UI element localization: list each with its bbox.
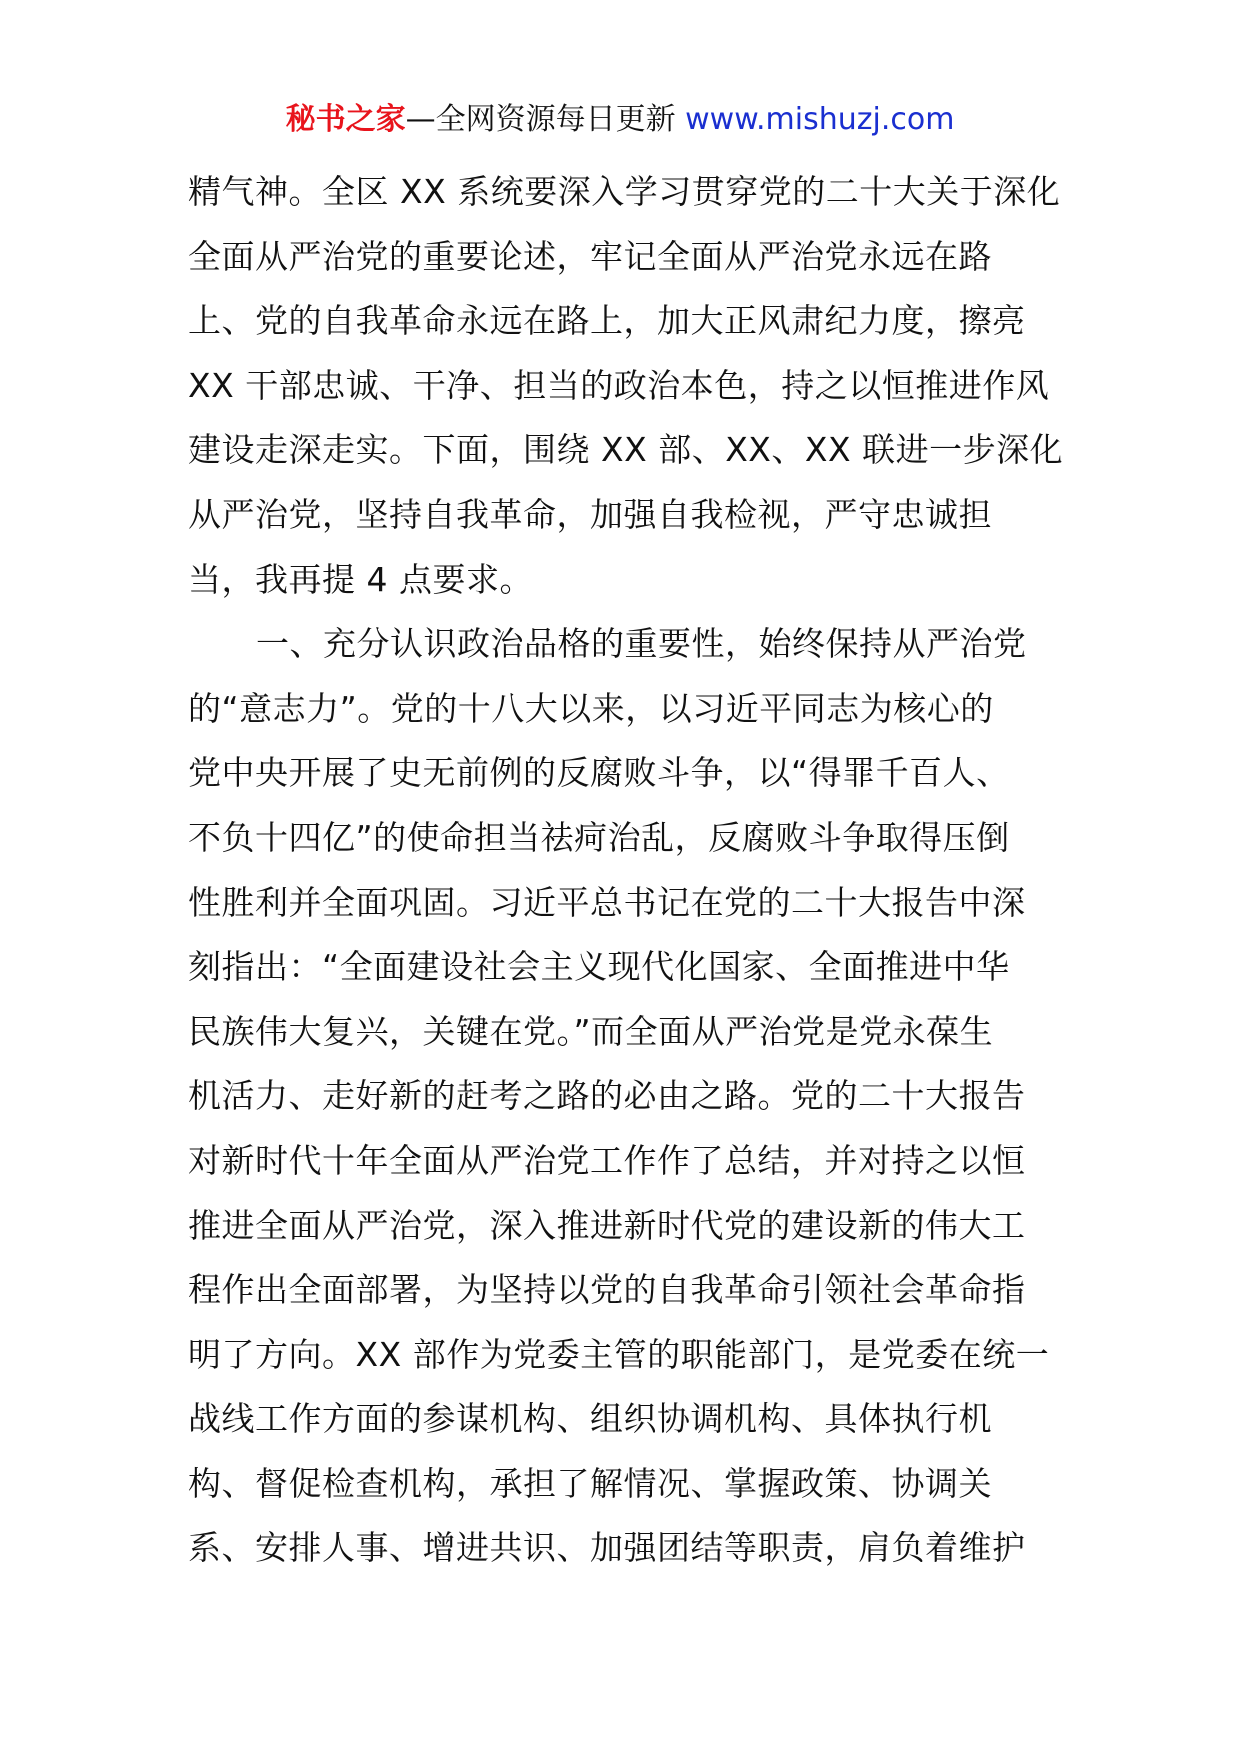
document-body bbox=[188, 160, 1068, 1581]
text-line: 上、党的自我革命永远在路上，加大正风肃纪力度，擦亮 bbox=[188, 301, 1026, 341]
text-line: 程作出全面部署，为坚持以党的自我革命引领社会革命指 bbox=[188, 1270, 1026, 1310]
text-line: 精气神。全区 XX 系统要深入学习贯穿党的二十大关于深化 bbox=[188, 172, 1061, 211]
text-line: 对新时代十年全面从严治党工作作了总结，并对持之以恒 bbox=[188, 1140, 1026, 1180]
text-line: XX 干部忠诚、干净、担当的政治本色，持之以恒推进作风 bbox=[188, 365, 1050, 405]
text-line: 明了方向。XX 部作为党委主管的职能部门，是党委在统一 bbox=[188, 1334, 1050, 1374]
text-line: 党中央开展了史无前例的反腐败斗争，以“得罪千百人、 bbox=[188, 753, 1010, 793]
text-line: 机活力、走好新的赶考之路的必由之路。党的二十大报告 bbox=[188, 1076, 1026, 1116]
text-line: 当，我再提 4 点要求。 bbox=[188, 559, 533, 599]
text-line: 系、安排人事、增进共识、加强团结等职责，肩负着维护 bbox=[188, 1528, 1026, 1568]
page-header bbox=[0, 98, 1240, 142]
section-heading-line: 一、充分认识政治品格的重要性，始终保持从严治党 bbox=[256, 624, 1027, 664]
text-line: 全面从严治党的重要论述，牢记全面从严治党永远在路 bbox=[188, 236, 992, 276]
text-line: 战线工作方面的参谋机构、组织协调机构、具体执行机 bbox=[188, 1399, 992, 1439]
text-line: 推进全面从严治党，深入推进新时代党的建设新的伟大工 bbox=[188, 1205, 1026, 1245]
text-line: 刻指出：“全面建设社会主义现代化国家、全面推进中华 bbox=[188, 947, 1010, 987]
text-line: 民族伟大复兴，关键在党。”而全面从严治党是党永葆生 bbox=[188, 1011, 994, 1051]
header-tagline: —全网资源每日更新 bbox=[405, 102, 676, 137]
text-line: 构、督促检查机构，承担了解情况、掌握政策、协调关 bbox=[188, 1463, 992, 1503]
text-line: 性胜利并全面巩固。习近平总书记在党的二十大报告中深 bbox=[188, 882, 1026, 922]
website-link[interactable]: www.mishuzj.com bbox=[685, 102, 955, 137]
text-line: 的“意志力”。党的十八大以来，以习近平同志为核心的 bbox=[188, 688, 994, 728]
brand-name: 秘书之家 bbox=[285, 102, 406, 137]
text-line: 不负十四亿”的使命担当祛疴治乱，反腐败斗争取得压倒 bbox=[188, 817, 1010, 857]
text-line: 从严治党，坚持自我革命，加强自我检视，严守忠诚担 bbox=[188, 494, 992, 534]
text-line: 建设走深走实。下面，围绕 XX 部、XX、XX 联进一步深化 bbox=[188, 430, 1064, 470]
